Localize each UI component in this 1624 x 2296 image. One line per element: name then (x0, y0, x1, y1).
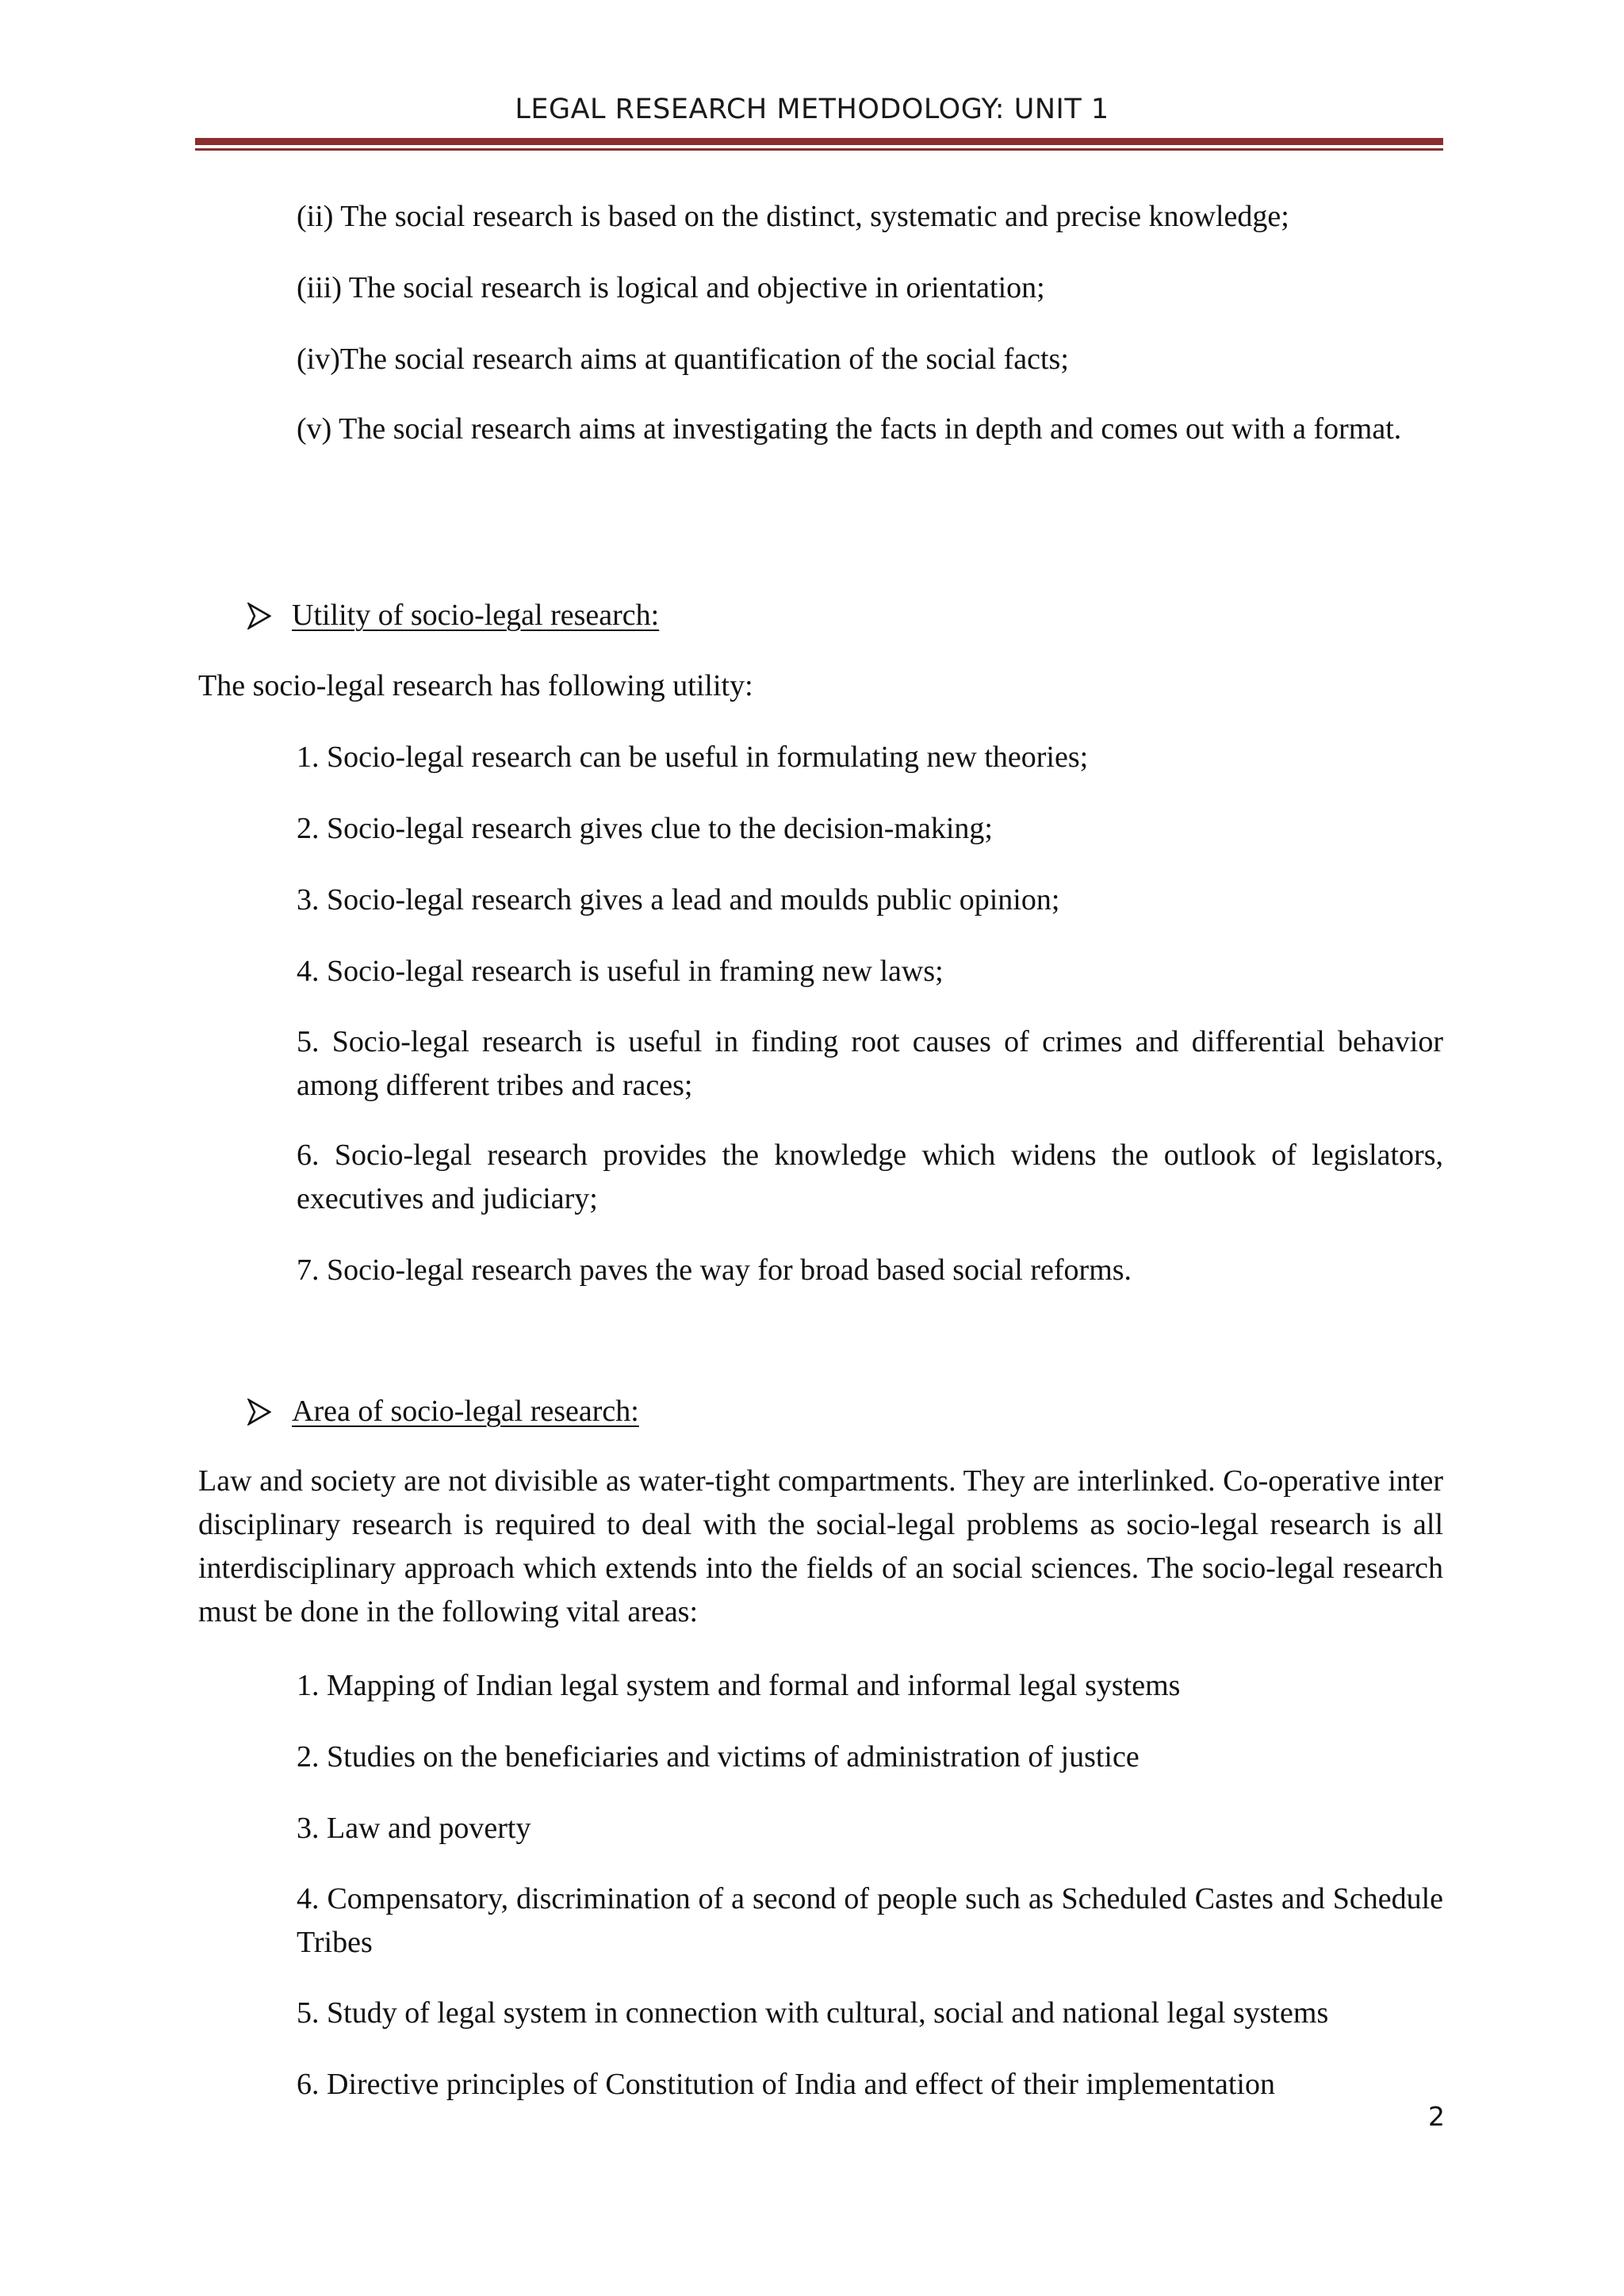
area-list-item: 6. Directive principles of Constitution of India and effect of their implementation (297, 2068, 1275, 2101)
characteristic-item: (iii) The social research is logical and objective in orientation; (297, 271, 1045, 304)
header-rule-thick (195, 138, 1443, 145)
area-list-item: 5. Study of legal system in connection with cultural, social and national legal systems (297, 1996, 1329, 2030)
section-heading-text: Area of socio-legal research: (292, 1395, 639, 1428)
utility-list-item: 2. Socio-legal research gives clue to the decision-making; (297, 812, 993, 845)
characteristic-item: (ii) The social research is based on the distinct, systematic and precise knowledge; (297, 200, 1289, 233)
running-header: LEGAL RESEARCH METHODOLOGY: UNIT 1 (515, 94, 1109, 125)
arrow-bullet-icon (247, 603, 271, 629)
area-list-item: 4. Compensatory, discrimination of a second of people such as Scheduled Castes and Schedule Tribes (297, 1882, 1443, 1959)
utility-list-item: 5. Socio-legal research is useful in finding root causes of crimes and differential behavior among different tribes and races; (297, 1025, 1443, 1102)
section-intro: Law and society are not divisible as water-tight compartments. They are interlinked. Co-operative inter disciplinary research is required to deal with the social-legal problems as socio-legal research is all interdisciplinary approach which extends into the fields of an social sciences. The socio-legal research must be done in the following vital areas: (198, 1464, 1443, 1628)
characteristic-item: (iv)The social research aims at quantification of the social facts; (297, 342, 1069, 376)
area-list-item: 1. Mapping of Indian legal system and formal and informal legal systems (297, 1669, 1181, 1702)
characteristic-item: (v) The social research aims at investigating the facts in depth and comes out with a format. (297, 412, 1402, 446)
section-heading-area (247, 1390, 639, 1433)
utility-list-item: 4. Socio-legal research is useful in framing new laws; (297, 955, 944, 988)
section-heading-utility (247, 594, 659, 637)
area-list-item: 3. Law and poverty (297, 1812, 531, 1845)
utility-list-item: 7. Socio-legal research paves the way for broad based social reforms. (297, 1253, 1132, 1287)
arrow-bullet-icon (247, 1399, 271, 1425)
utility-list-item: 1. Socio-legal research can be useful in formulating new theories; (297, 740, 1089, 774)
utility-list-item: 3. Socio-legal research gives a lead and moulds public opinion; (297, 883, 1060, 916)
section-intro: The socio-legal research has following utility: (198, 669, 753, 702)
section-heading-text: Utility of socio-legal research: (292, 599, 660, 632)
header-rule-thin (195, 148, 1443, 151)
page-number: 2 (1428, 2101, 1445, 2132)
area-list-item: 2. Studies on the beneficiaries and victims of administration of justice (297, 1740, 1139, 1774)
utility-list-item: 6. Socio-legal research provides the knowledge which widens the outlook of legislators, executives and judiciary; (297, 1138, 1443, 1215)
